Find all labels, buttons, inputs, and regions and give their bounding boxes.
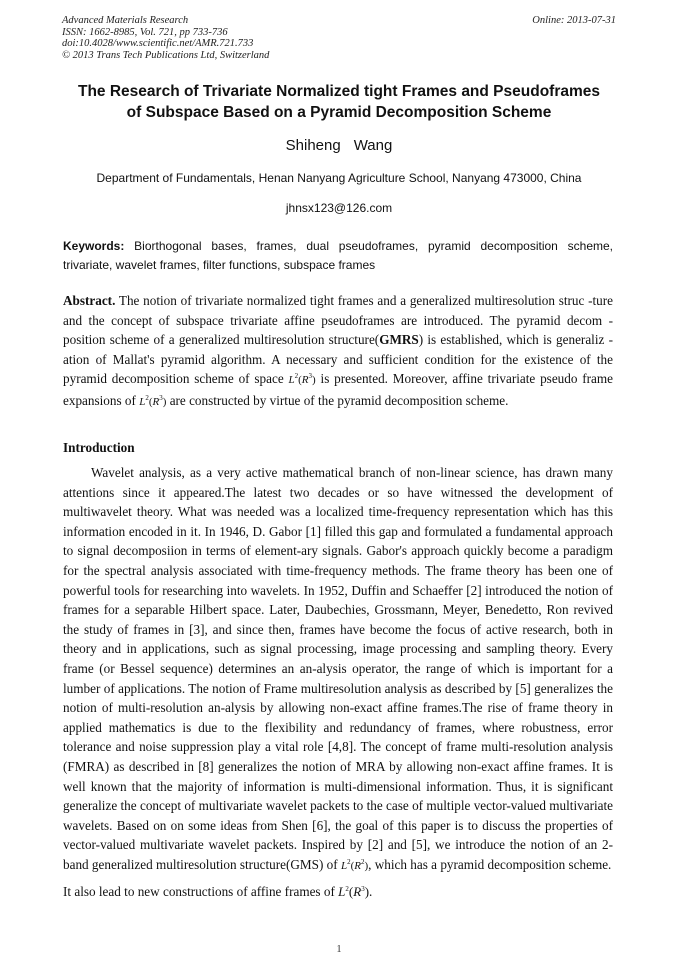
keywords-text: Biorthogonal bases, frames, dual pseudoframes, pyramid decomposition scheme, trivariate, wavelet frames, filter functions, subspace frames <box>63 239 613 272</box>
online-date: Online: 2013-07-31 <box>532 15 616 26</box>
author-last-name: Wang <box>353 137 393 154</box>
formula-l2-r3: $L^2(R^3)$ <box>139 393 167 408</box>
introduction-heading: Introduction <box>63 440 135 455</box>
abstract-text-3: is presented. Moreover, affine trivariate pseudo frame expansions of <box>63 371 614 408</box>
abstract-text-1: The notion of trivariate normalized tight frames and a generalized multiresolution struc -ture and the concept of subspace trivariate affine pseudoframes are introduced. The pyramid decom -position scheme of a generalized multiresolution structure( <box>63 293 614 348</box>
journal-header <box>62 15 269 61</box>
intro-paragraph-2: It also lead to new constructions of affine frames of <box>63 884 335 900</box>
issn-line: ISSN: 1662-8985, Vol. 721, pp 733-736 <box>62 26 228 38</box>
title-line-2: of Subspace Based on a Pyramid Decomposition Scheme <box>126 104 552 121</box>
intro-paragraph-2-end: . <box>369 884 373 900</box>
abstract-text-4: are constructed by virtue of the pyramid decomposition scheme. <box>169 392 509 408</box>
abstract-text-2: ) is established, which is generaliz -ation of Mallat's pyramid algorithm. A necessary and sufficient condition for the existence of the pyramid decomposition scheme of space <box>63 332 613 387</box>
abstract-label: Abstract. <box>63 293 116 308</box>
paper-title <box>40 81 638 123</box>
abstract-gmrs: GMRS <box>379 332 419 348</box>
formula-l2-r3: $L^2(R^3)$ <box>338 884 370 900</box>
author-first-name: Shiheng <box>285 137 341 154</box>
affiliation: Department of Fundamentals, Henan Nanyang Agriculture School, Nanyang 473000, China <box>96 171 582 185</box>
keywords-label: Keywords: <box>63 239 125 253</box>
intro-paragraph-1-end: , which has a pyramid decomposition scheme. <box>368 856 612 872</box>
introduction-body <box>63 463 613 902</box>
keywords-block <box>63 237 613 275</box>
author-name <box>0 137 678 154</box>
copyright-line: © 2013 Trans Tech Publications Ltd, Switzerland <box>62 49 270 61</box>
formula-l2-r2: $L^2(R^2)$ <box>340 857 369 872</box>
page-number: 1 <box>336 944 342 955</box>
intro-paragraph-1: Wavelet analysis, as a very active mathematical branch of non-linear science, has drawn many attentions since it appeared.The latest two decades or so have witnessed the development of multiwavelet theory. What was needed was a localized time-frequency representation which has this information encoded in it. In 1946, D. Gabor [1] filled this gap and formulated a fundamental approach to signal decomposiion in terms of element-ary signals. Gabor's approach quickly become a paradigm for the spectral analysis associated with time-frequency methods. The frame theory has been one of powerful tools for researching into wavelets. In 1952, Duffin and Schaeffer [2] introduced the notion of frames for a separable Hilbert space. Later, Daubechies, Grossmann, Meyer, Benedetto, Ron revived the study of frames in [3], and since then, frames have become the focus of active research, both in theory and in applications, such as signal processing, image processing and sampling theory. Every frame (or Bessel sequence) determines an an-alysis operator, the range of which is important for a lumber of applications. The notion of Frame multiresolution analysis as described by [5] generalizes the notion of multi-resolution an-alysis by allowing non-exact affine frames.The rise of frame theory in applied mathematics is due to the flexibility and redundancy of frames, where robustness, error tolerance and noise suppression play a vital role [4,8]. The concept of frame multi-resolution analysis (FMRA) as described in [8] generalizes the notion of MRA by allowing non-exact affine frames. It is well known that the majority of information is multi-dimensional information. Thus, it is significant generalize the concept of multivariate wavelet packets to the case of multiple vector-valued multivariate wavelets. Based on on some ideas from Shen [6], the goal of this paper is to discuss the properties of vector-valued multivariate wavelet packets. Inspired by [2] and [5], we introduce the notion of an 2-band generalized multiresolution structure(GMS) of <box>63 465 613 872</box>
journal-name: Advanced Materials Research <box>62 15 189 26</box>
title-line-1: The Research of Trivariate Normalized tight Frames and Pseudoframes <box>78 83 600 100</box>
doi-line[interactable]: doi:10.4028/www.scientific.net/AMR.721.733 <box>62 38 254 49</box>
formula-l2-r3: $L^2(R^3)$ <box>288 372 316 387</box>
author-email[interactable]: jhnsx123@126.com <box>285 201 393 215</box>
abstract-block <box>63 291 613 413</box>
